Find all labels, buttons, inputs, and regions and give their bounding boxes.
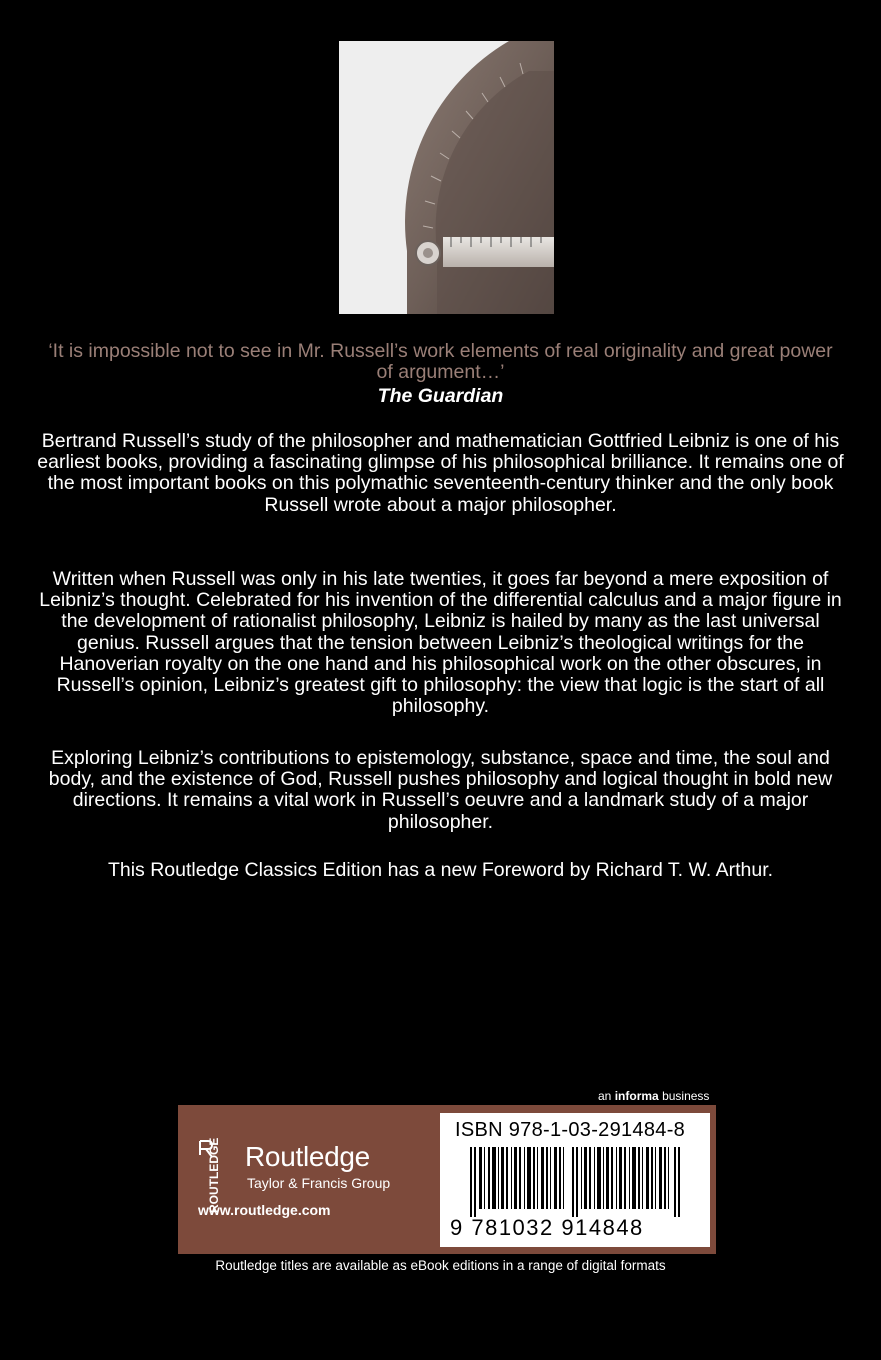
informa-prefix: an [598,1089,612,1103]
informa-tagline [598,1089,709,1103]
publisher-url[interactable]: www.routledge.com [198,1202,331,1218]
description-paragraph-2: Written when Russell was only in his late twenties, it goes far beyond a mere exposition of Leibniz’s thought. Celebrated for his invention of the differential calculus and a major figure in the development of rationalist philosophy, Leibniz is hailed by many as the last universal genius. Russell argues that the tension between Leibniz’s theological writings for the Hanoverian royalty on the one hand and his philosophical work on the other obscures, in Russell’s opinion, Leibniz’s greatest gift to philosophy: the view that logic is the start of all philosophy. [39,568,842,718]
publisher-name: Routledge [245,1141,370,1172]
quote-source: The Guardian [377,385,504,407]
informa-suffix: business [662,1089,710,1103]
review-quote: ‘It is impossible not to see in Mr. Russell’s work elements of real originality and great power of argument…’ [48,340,833,383]
publisher-group: Taylor & Francis Group [247,1175,391,1191]
isbn-label: ISBN 978-1-03-291484-8 [455,1119,686,1141]
publisher-panel [178,1105,716,1254]
barcode-digits: 9 781032 914848 [450,1215,644,1240]
informa-name: informa [614,1089,659,1103]
description-paragraph-1: Bertrand Russell’s study of the philosopher and mathematician Gottfried Leibniz is one of his earliest books, providing a fascinating glimpse of his philosophical brilliance. It remains one of the most important books on this polymathic seventeenth-century thinker and the only book Russell wrote about a major philosopher. [37,430,844,516]
foreword-note: This Routledge Classics Edition has a new Foreword by Richard T. W. Arthur. [107,859,774,881]
barcode-icon [470,1147,685,1217]
description-paragraph-3: Exploring Leibniz’s contributions to epistemology, substance, space and time, the soul and body, and the existence of God, Russell pushes philosophy and logical thought in bold new directions. It remains a vital work in Russell’s oeuvre and a landmark study of a major philosopher. [48,747,833,833]
logo-vertical-text: ROUTLEDGE [207,1137,221,1213]
ebook-availability-note: Routledge titles are available as eBook editions in a range of digital formats [215,1258,666,1273]
isbn-barcode-box [440,1113,710,1247]
protractor-image [339,41,554,314]
cover-photo-protractor [339,41,554,314]
